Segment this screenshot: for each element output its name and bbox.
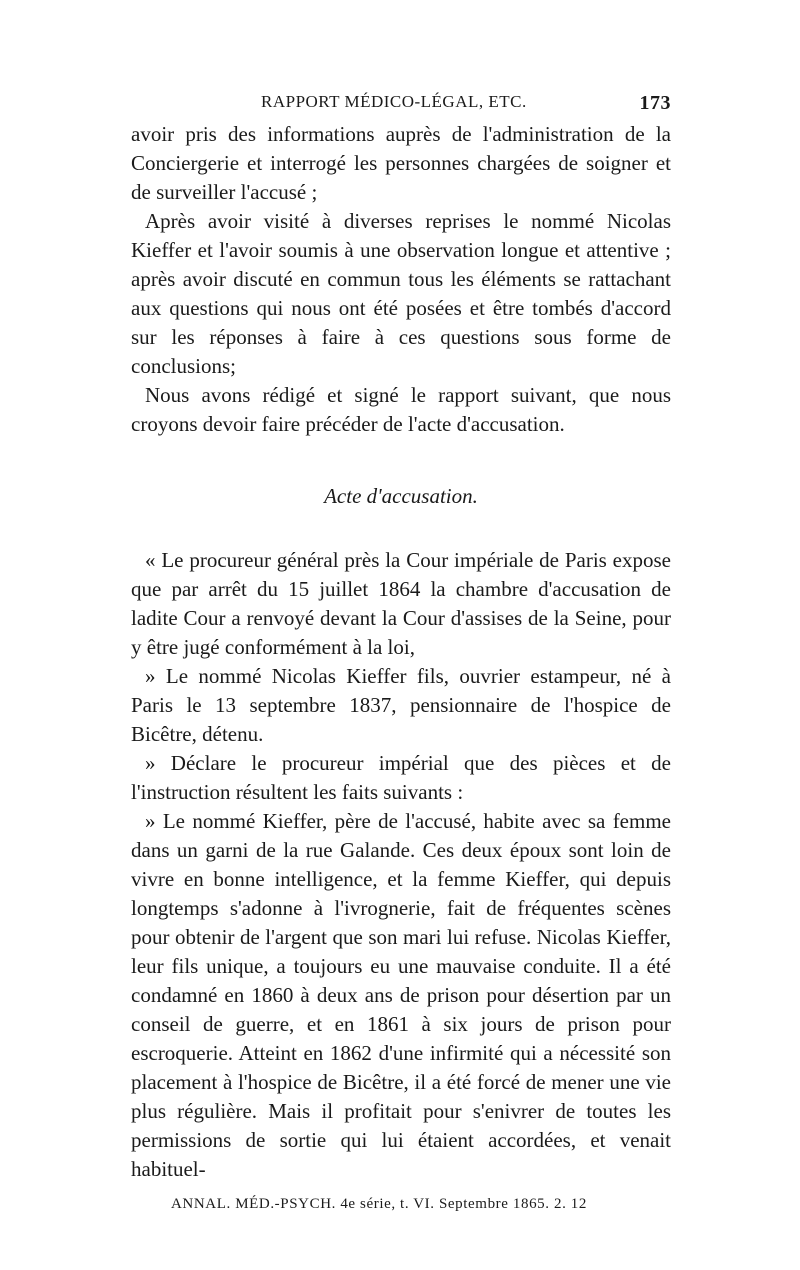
paragraph: avoir pris des informations auprès de l'administration de la Conciergerie et interrogé les personnes chargées de soigner et de surveiller l'accusé ; [131,122,671,204]
body-text [131,120,671,1184]
page-number: 173 [639,92,671,114]
running-head [131,92,671,120]
paragraph: » Le nommé Kieffer, père de l'accusé, habite avec sa femme dans un garni de la rue Galande. Ces deux époux sont loin de vivre en bonne intelligence, et la femme Kieffer, qui depuis longtemps s'adonne à l'ivrognerie, fait de fréquentes scènes pour obtenir de l'argent que son mari lui refuse. Nicolas Kieffer, leur fils unique, a toujours eu une mauvaise conduite. Il a été condamné en 1860 à deux ans de prison pour désertion par un conseil de guerre, et en 1861 à six jours de prison pour escroquerie. Atteint en 1862 d'une infirmité qui a nécessité son placement à l'hospice de Bicêtre, il a été forcé de mener une vie plus régulière. Mais il profitait pour s'enivrer de toutes les permissions de sortie qui lui étaient accordées, et venait habituel- [131,809,671,1181]
paragraph: Nous avons rédigé et signé le rapport suivant, que nous croyons devoir faire précéder de l'acte d'accusation. [131,383,671,436]
running-title: RAPPORT MÉDICO-LÉGAL, ETC. [261,92,527,111]
book-page [131,92,671,1213]
paragraph: Après avoir visité à diverses reprises le nommé Nicolas Kieffer et l'avoir soumis à une observation longue et attentive ; après avoir discuté en commun tous les éléments se rattachant aux questions qui nous ont été posées et être tombés d'accord sur les réponses à faire à ces questions sous forme de conclusions; [131,209,671,378]
paragraph: » Le nommé Nicolas Kieffer fils, ouvrier estampeur, né à Paris le 13 septembre 1837, pensionnaire de l'hospice de Bicêtre, détenu. [131,664,671,746]
section-heading: Acte d'accusation. [324,484,478,508]
paragraph: « Le procureur général près la Cour impériale de Paris expose que par arrêt du 15 juillet 1864 la chambre d'accusation de ladite Cour a renvoyé devant la Cour d'assises de la Seine, pour y être jugé conformément à la loi, [131,548,671,659]
signature-line: ANNAL. MÉD.-PSYCH. 4e série, t. VI. Septembre 1865. 2. 12 [171,1196,587,1212]
paragraph: » Déclare le procureur impérial que des pièces et de l'instruction résultent les faits suivants : [131,751,671,804]
